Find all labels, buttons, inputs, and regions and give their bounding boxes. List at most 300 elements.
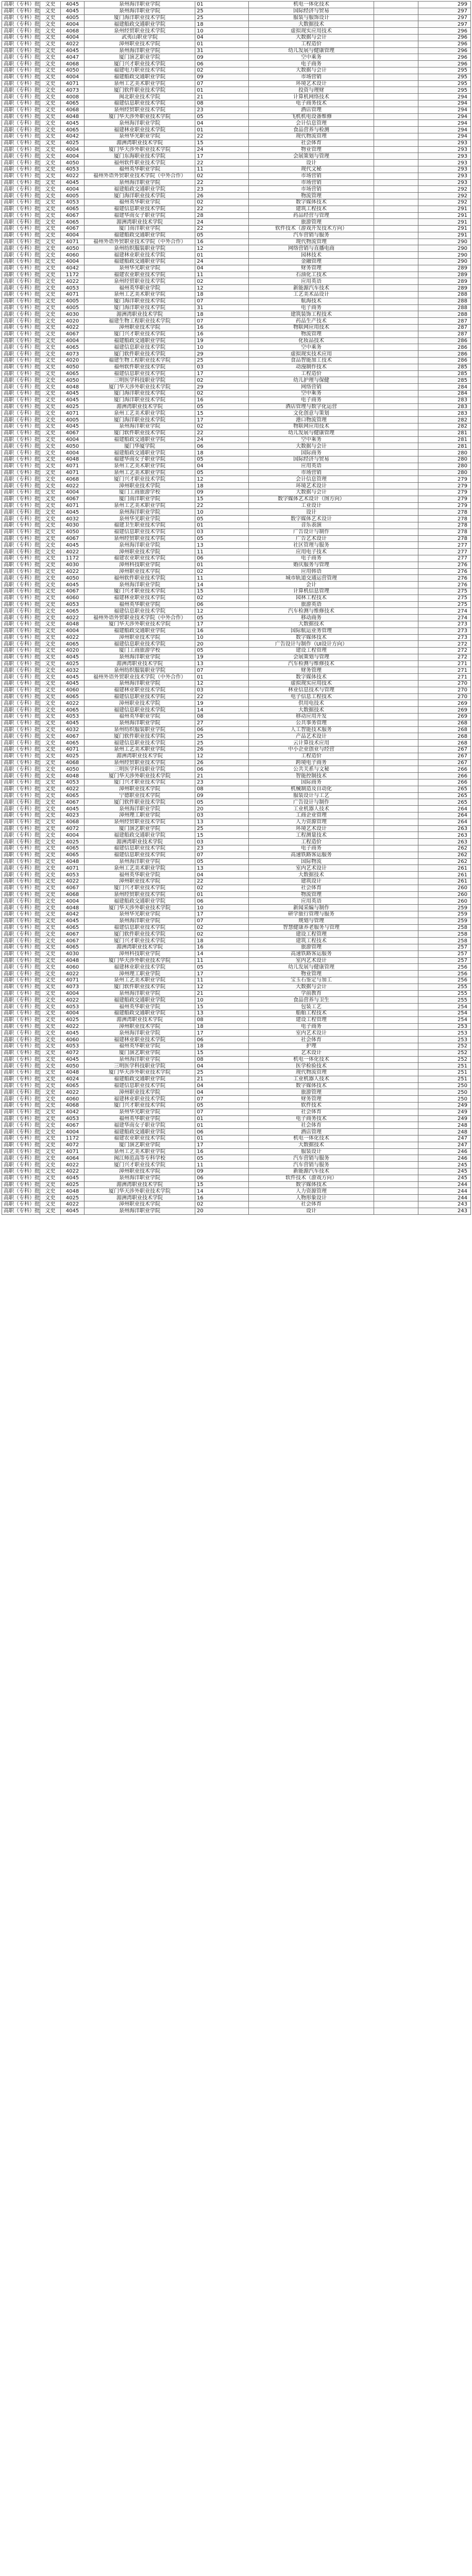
school-name-cell: 厦门华厦学院 [85, 443, 195, 450]
table-row [2, 720, 471, 726]
major-code-cell: 29 [195, 384, 249, 391]
subject-cell: 文史 [40, 133, 61, 140]
major-name-cell: 化妆品技术 [249, 337, 374, 344]
table-row [2, 325, 471, 331]
major-code-cell: 02 [195, 1201, 249, 1208]
table-row [2, 700, 471, 707]
subject-cell: 文史 [40, 311, 61, 318]
blank-cell [374, 786, 418, 792]
school-code-cell: 4004 [61, 337, 85, 344]
table-row [2, 1070, 471, 1076]
blank-cell [374, 1136, 418, 1142]
school-code-cell: 4045 [61, 918, 85, 924]
major-name-cell: 学前教育 [249, 990, 374, 997]
major-code-cell: 14 [195, 951, 249, 957]
major-code-cell: 04 [195, 1089, 249, 1096]
blank-cell [374, 417, 418, 423]
table-row [2, 391, 471, 397]
major-name-cell: 数字媒体技术 [249, 634, 374, 641]
subject-cell: 文史 [40, 924, 61, 931]
major-code-cell: 18 [195, 483, 249, 489]
school-name-cell: 厦门华天涉外职业技术学院 [85, 113, 195, 120]
table-row [2, 931, 471, 938]
blank-cell [374, 496, 418, 502]
major-name-cell: 移动商务 [249, 615, 374, 621]
table-row [2, 443, 471, 450]
min-score-cell: 296 [418, 54, 471, 61]
school-code-cell: 4067 [61, 226, 85, 232]
table-row [2, 370, 471, 377]
school-name-cell: 湄洲湾职业技术学院 [85, 753, 195, 759]
batch-cell: 高职（专科）批 [2, 1195, 40, 1201]
blank-cell [374, 469, 418, 476]
min-score-cell: 283 [418, 403, 471, 410]
batch-cell: 高职（专科）批 [2, 918, 40, 924]
school-code-cell: 4045 [61, 674, 85, 681]
blank-cell [374, 272, 418, 278]
subject-cell: 文史 [40, 681, 61, 687]
school-name-cell: 泉州海洋职业学院 [85, 120, 195, 127]
blank-cell [374, 74, 418, 80]
min-score-cell: 281 [418, 443, 471, 450]
subject-cell: 文史 [40, 977, 61, 984]
major-name-cell: 会展策划与管理 [249, 654, 374, 660]
subject-cell: 文史 [40, 1208, 61, 1214]
table-row [2, 839, 471, 845]
min-score-cell: 256 [418, 977, 471, 984]
table-row [2, 1004, 471, 1010]
min-score-cell: 296 [418, 41, 471, 47]
min-score-cell: 293 [418, 160, 471, 166]
subject-cell: 文史 [40, 212, 61, 219]
major-name-cell: 建筑工程技术 [249, 938, 374, 944]
school-code-cell: 4065 [61, 219, 85, 226]
table-row [2, 318, 471, 325]
min-score-cell: 244 [418, 1188, 471, 1195]
subject-cell: 文史 [40, 812, 61, 819]
blank-cell [374, 245, 418, 252]
min-score-cell: 274 [418, 608, 471, 615]
table-row [2, 351, 471, 358]
blank-cell [374, 1043, 418, 1049]
blank-cell [374, 878, 418, 885]
batch-cell: 高职（专科）批 [2, 278, 40, 285]
min-score-cell: 280 [418, 463, 471, 469]
major-code-cell: 01 [195, 41, 249, 47]
subject-cell: 文史 [40, 14, 61, 21]
major-name-cell: 人力资源管理 [249, 1188, 374, 1195]
batch-cell: 高职（专科）批 [2, 397, 40, 403]
table-row [2, 186, 471, 193]
blank-cell [374, 792, 418, 799]
major-name-cell: 大数据技术 [249, 707, 374, 714]
min-score-cell: 263 [418, 832, 471, 839]
batch-cell: 高职（专科）批 [2, 549, 40, 555]
major-code-cell: 13 [195, 819, 249, 825]
major-name-cell: 研学旅行管理与服务 [249, 911, 374, 918]
school-name-cell: 泉州海洋职业学院 [85, 509, 195, 516]
min-score-cell: 282 [418, 423, 471, 430]
school-code-cell: 4048 [61, 384, 85, 391]
blank-cell [374, 41, 418, 47]
blank-cell [374, 885, 418, 891]
batch-cell: 高职（专科）批 [2, 660, 40, 667]
subject-cell: 文史 [40, 245, 61, 252]
major-code-cell: 08 [195, 786, 249, 792]
table-row [2, 206, 471, 212]
major-name-cell: 机电一体化技术 [249, 2, 374, 8]
blank-cell [374, 430, 418, 436]
major-name-cell: 医学检验技术 [249, 1063, 374, 1070]
major-code-cell: 03 [195, 687, 249, 693]
table-row [2, 568, 471, 575]
batch-cell: 高职（专科）批 [2, 410, 40, 417]
school-code-cell: 4060 [61, 687, 85, 693]
min-score-cell: 260 [418, 898, 471, 905]
blank-cell [374, 839, 418, 845]
school-code-cell: 4045 [61, 423, 85, 430]
major-name-cell: 工程造价 [249, 753, 374, 759]
min-score-cell: 286 [418, 351, 471, 358]
batch-cell: 高职（专科）批 [2, 759, 40, 766]
major-name-cell: 环境艺术设计 [249, 825, 374, 832]
blank-cell [374, 766, 418, 773]
school-name-cell: 湄洲湾职业技术学院 [85, 140, 195, 146]
school-code-cell: 4065 [61, 641, 85, 648]
major-name-cell: 服装设计 [249, 1148, 374, 1155]
school-code-cell: 4053 [61, 285, 85, 292]
min-score-cell: 289 [418, 285, 471, 292]
school-name-cell: 湄洲湾职业技术学院 [85, 660, 195, 667]
blank-cell [374, 8, 418, 14]
subject-cell: 文史 [40, 496, 61, 502]
major-name-cell: 高速铁路客运服务 [249, 951, 374, 957]
table-row [2, 41, 471, 47]
batch-cell: 高职（专科）批 [2, 377, 40, 384]
min-score-cell: 288 [418, 292, 471, 298]
school-name-cell: 湄洲湾职业技术学院 [85, 311, 195, 318]
blank-cell [374, 199, 418, 206]
batch-cell: 高职（专科）批 [2, 852, 40, 858]
subject-cell: 文史 [40, 298, 61, 304]
subject-cell: 文史 [40, 872, 61, 878]
blank-cell [374, 595, 418, 601]
school-code-cell: 4005 [61, 193, 85, 199]
school-name-cell: 泉州工艺美术职业学院 [85, 865, 195, 872]
subject-cell: 文史 [40, 957, 61, 964]
school-code-cell: 4048 [61, 1070, 85, 1076]
school-code-cell: 4023 [61, 812, 85, 819]
table-row [2, 140, 471, 146]
min-score-cell: 290 [418, 245, 471, 252]
batch-cell: 高职（专科）批 [2, 476, 40, 483]
major-code-cell: 06 [195, 898, 249, 905]
batch-cell: 高职（专科）批 [2, 252, 40, 259]
subject-cell: 文史 [40, 660, 61, 667]
school-code-cell: 4053 [61, 779, 85, 786]
table-row [2, 1162, 471, 1168]
subject-cell: 文史 [40, 344, 61, 351]
school-code-cell: 4032 [61, 726, 85, 733]
major-name-cell: 中小企业创业与经营 [249, 747, 374, 753]
major-code-cell: 11 [195, 1162, 249, 1168]
major-name-cell: 室内艺术设计 [249, 865, 374, 872]
subject-cell: 文史 [40, 852, 61, 858]
school-name-cell: 厦门海洋职业技术学院 [85, 298, 195, 304]
blank-cell [374, 911, 418, 918]
min-score-cell: 272 [418, 654, 471, 660]
min-score-cell: 279 [418, 502, 471, 509]
school-code-cell: 4068 [61, 61, 85, 67]
school-code-cell: 4071 [61, 865, 85, 872]
blank-cell [374, 747, 418, 753]
table-row [2, 502, 471, 509]
blank-cell [374, 160, 418, 166]
major-name-cell: 会计信息管理 [249, 476, 374, 483]
table-row [2, 67, 471, 74]
school-code-cell: 1172 [61, 555, 85, 562]
school-code-cell: 4072 [61, 825, 85, 832]
subject-cell: 文史 [40, 377, 61, 384]
school-code-cell: 4071 [61, 469, 85, 476]
major-code-cell: 02 [195, 924, 249, 931]
table-row [2, 377, 471, 384]
subject-cell: 文史 [40, 146, 61, 153]
subject-cell: 文史 [40, 951, 61, 957]
major-name-cell: 石油化工技术 [249, 272, 374, 278]
blank-cell [374, 259, 418, 265]
batch-cell: 高职（专科）批 [2, 443, 40, 450]
school-code-cell: 4022 [61, 278, 85, 285]
blank-cell [374, 938, 418, 944]
blank-cell [374, 1082, 418, 1089]
major-code-cell: 20 [195, 641, 249, 648]
batch-cell: 高职（专科）批 [2, 812, 40, 819]
major-name-cell: 社会体育 [249, 1037, 374, 1043]
major-name-cell: 社会体育 [249, 885, 374, 891]
major-name-cell: 室内艺术设计 [249, 1030, 374, 1037]
subject-cell: 文史 [40, 832, 61, 839]
major-name-cell: 幼儿发展与健康管理 [249, 964, 374, 971]
min-score-cell: 259 [418, 905, 471, 911]
school-name-cell: 厦门软件职业技术学院 [85, 799, 195, 806]
major-code-cell: 26 [195, 747, 249, 753]
school-name-cell: 漳州职业技术学院 [85, 1089, 195, 1096]
subject-cell: 文史 [40, 443, 61, 450]
min-score-cell: 250 [418, 1089, 471, 1096]
subject-cell: 文史 [40, 1103, 61, 1109]
school-name-cell: 福建华南女子职业学院 [85, 456, 195, 463]
subject-cell: 文史 [40, 628, 61, 634]
min-score-cell: 299 [418, 2, 471, 8]
school-name-cell: 泉州纺织服装职业学院 [85, 726, 195, 733]
school-name-cell: 泉州海洋职业学院 [85, 423, 195, 430]
school-name-cell: 福州英华职业学院 [85, 872, 195, 878]
subject-cell: 文史 [40, 799, 61, 806]
major-name-cell: 服装设计与工艺 [249, 792, 374, 799]
min-score-cell: 297 [418, 14, 471, 21]
major-code-cell: 06 [195, 1175, 249, 1181]
major-name-cell: 林业信息技术与管理 [249, 687, 374, 693]
school-name-cell: 泉州纺织服装职业学院 [85, 245, 195, 252]
school-name-cell: 漳州理工职业学院 [85, 812, 195, 819]
blank-cell [374, 166, 418, 173]
school-name-cell: 泉州经贸职业技术学院 [85, 891, 195, 898]
major-name-cell: 环境艺术设计 [249, 483, 374, 489]
table-row [2, 964, 471, 971]
major-code-cell: 05 [195, 964, 249, 971]
blank-cell [374, 337, 418, 344]
subject-cell: 文史 [40, 964, 61, 971]
school-name-cell: 福建船政交通职业学院 [85, 898, 195, 905]
major-code-cell: 12 [195, 681, 249, 687]
table-row [2, 450, 471, 456]
school-name-cell: 泉州纺织服装职业学院 [85, 667, 195, 674]
major-name-cell: 新能源汽车技术 [249, 285, 374, 292]
batch-cell: 高职（专科）批 [2, 1043, 40, 1049]
major-name-cell: 药品经营与管理 [249, 212, 374, 219]
table-row [2, 845, 471, 852]
major-code-cell: 02 [195, 173, 249, 179]
school-code-cell: 4022 [61, 568, 85, 575]
min-score-cell: 248 [418, 1122, 471, 1129]
major-code-cell: 24 [195, 259, 249, 265]
min-score-cell: 291 [418, 219, 471, 226]
subject-cell: 文史 [40, 423, 61, 430]
table-row [2, 990, 471, 997]
blank-cell [374, 1076, 418, 1082]
school-name-cell: 漳州职业技术学院 [85, 483, 195, 489]
blank-cell [374, 146, 418, 153]
blank-cell [374, 931, 418, 938]
table-row [2, 285, 471, 292]
school-name-cell: 厦门海洋职业技术学院 [85, 14, 195, 21]
school-name-cell: 福建船政交通职业学院 [85, 832, 195, 839]
batch-cell: 高职（专科）批 [2, 957, 40, 964]
major-code-cell: 12 [195, 245, 249, 252]
subject-cell: 文史 [40, 1010, 61, 1016]
table-row [2, 1063, 471, 1070]
major-name-cell: 大数据与会计 [249, 67, 374, 74]
major-name-cell: 服装与服饰设计 [249, 14, 374, 21]
blank-cell [374, 562, 418, 568]
table-row [2, 331, 471, 337]
min-score-cell: 243 [418, 1201, 471, 1208]
school-name-cell: 福建林业职业技术学院 [85, 127, 195, 133]
subject-cell: 文史 [40, 766, 61, 773]
school-name-cell: 福州英华职业学院 [85, 1043, 195, 1049]
blank-cell [374, 707, 418, 714]
school-code-cell: 4005 [61, 304, 85, 311]
major-name-cell: 婚庆服务与管理 [249, 562, 374, 568]
table-row [2, 997, 471, 1004]
major-name-cell: 工业机器人技术 [249, 1076, 374, 1082]
school-name-cell: 武夷山职业学院 [85, 34, 195, 41]
min-score-cell: 292 [418, 186, 471, 193]
min-score-cell: 254 [418, 1010, 471, 1016]
blank-cell [374, 654, 418, 660]
major-name-cell: 艺术设计 [249, 1049, 374, 1056]
min-score-cell: 291 [418, 232, 471, 239]
table-row [2, 199, 471, 206]
major-name-cell: 幼儿发展与健康管理 [249, 430, 374, 436]
min-score-cell: 267 [418, 747, 471, 753]
subject-cell: 文史 [40, 166, 61, 173]
major-name-cell: 物流管理 [249, 331, 374, 337]
min-score-cell: 279 [418, 489, 471, 496]
major-code-cell: 16 [195, 397, 249, 403]
major-code-cell: 12 [195, 476, 249, 483]
table-row [2, 456, 471, 463]
school-name-cell: 漳州科技职业学院 [85, 951, 195, 957]
major-code-cell: 03 [195, 364, 249, 370]
school-code-cell: 4060 [61, 1037, 85, 1043]
min-score-cell: 297 [418, 21, 471, 28]
school-name-cell: 泉州经贸职业技术学院 [85, 278, 195, 285]
school-name-cell: 厦门南洋职业学院 [85, 226, 195, 232]
major-name-cell: 文化创意与策划 [249, 410, 374, 417]
school-name-cell: 福建信息职业技术学院 [85, 206, 195, 212]
major-name-cell: 规划与管理 [249, 918, 374, 924]
blank-cell [374, 601, 418, 608]
batch-cell: 高职（专科）批 [2, 858, 40, 865]
min-score-cell: 278 [418, 516, 471, 522]
table-row [2, 259, 471, 265]
batch-cell: 高职（专科）批 [2, 384, 40, 391]
min-score-cell: 257 [418, 951, 471, 957]
batch-cell: 高职（专科）批 [2, 806, 40, 812]
major-name-cell: 电子商务 [249, 1023, 374, 1030]
batch-cell: 高职（专科）批 [2, 1109, 40, 1115]
major-name-cell: 会展策划与管理 [249, 153, 374, 160]
min-score-cell: 296 [418, 47, 471, 54]
blank-cell [374, 193, 418, 199]
blank-cell [374, 219, 418, 226]
batch-cell: 高职（专科）批 [2, 113, 40, 120]
batch-cell: 高职（专科）批 [2, 54, 40, 61]
subject-cell: 文史 [40, 1122, 61, 1129]
school-name-cell: 厦门华天涉外职业技术学院 [85, 384, 195, 391]
blank-cell [374, 21, 418, 28]
school-name-cell: 泉州海洋职业学院 [85, 1175, 195, 1181]
school-code-cell: 4060 [61, 1096, 85, 1103]
major-code-cell: 22 [195, 179, 249, 186]
major-code-cell: 16 [195, 1195, 249, 1201]
subject-cell: 文史 [40, 733, 61, 740]
school-code-cell: 4022 [61, 878, 85, 885]
major-name-cell: 云计算技术应用 [249, 740, 374, 747]
subject-cell: 文史 [40, 47, 61, 54]
min-score-cell: 271 [418, 667, 471, 674]
table-row [2, 1030, 471, 1037]
subject-cell: 文史 [40, 726, 61, 733]
school-code-cell: 4067 [61, 938, 85, 944]
table-row [2, 61, 471, 67]
major-name-cell: 港口物流管理 [249, 417, 374, 423]
major-name-cell: 园林工程技术 [249, 595, 374, 601]
major-name-cell: 汽车营销与服务 [249, 232, 374, 239]
major-code-cell: 01 [195, 674, 249, 681]
blank-cell [374, 370, 418, 377]
major-code-cell: 01 [195, 522, 249, 529]
blank-cell [374, 799, 418, 806]
major-code-cell: 22 [195, 693, 249, 700]
subject-cell: 文史 [40, 403, 61, 410]
batch-cell: 高职（专科）批 [2, 107, 40, 113]
school-name-cell: 福州英华职业学院 [85, 285, 195, 292]
subject-cell: 文史 [40, 265, 61, 272]
major-name-cell: 跨境电子商务 [249, 759, 374, 766]
